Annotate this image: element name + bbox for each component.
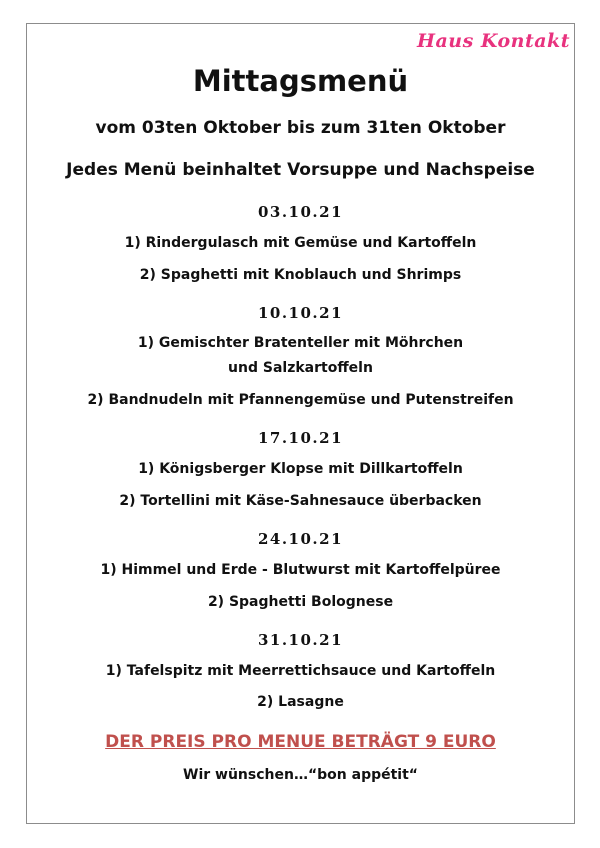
menu-note: Jedes Menü beinhaltet Vorsuppe und Nachspeise <box>66 160 535 180</box>
menu-item: 2) Lasagne <box>257 694 344 710</box>
date-range: vom 03ten Oktober bis zum 31ten Oktober <box>95 118 506 138</box>
menu-date: 03.10.21 <box>257 203 344 221</box>
menu-item: 1) Gemischter Bratenteller mit Möhrchen <box>137 335 464 351</box>
closing-greeting: Wir wünschen…“bon appétit“ <box>183 767 418 783</box>
menu-item: 2) Spaghetti mit Knoblauch und Shrimps <box>139 267 462 283</box>
menu-date: 17.10.21 <box>257 429 344 447</box>
menu-date: 24.10.21 <box>257 530 344 548</box>
brand-logo: Haus Kontakt <box>417 30 570 52</box>
menu-item: 1) Königsberger Klopse mit Dillkartoffeln <box>138 461 463 477</box>
menu-item: 2) Spaghetti Bolognese <box>207 594 394 610</box>
menu-date: 31.10.21 <box>257 631 344 649</box>
menu-item: 1) Rindergulasch mit Gemüse und Kartoffeln <box>124 235 477 251</box>
menu-date: 10.10.21 <box>257 304 344 322</box>
menu-item: 2) Bandnudeln mit Pfannengemüse und Putenstreifen <box>87 392 514 408</box>
menu-item: 1) Tafelspitz mit Meerrettichsauce und Kartoffeln <box>105 663 496 679</box>
price-notice: DER PREIS PRO MENUE BETRÄGT 9 EURO <box>105 732 496 752</box>
page-title: Mittagsmenü <box>192 64 409 98</box>
menu-item: und Salzkartoffeln <box>228 360 373 376</box>
menu-item: 1) Himmel und Erde - Blutwurst mit Kartoffelpüree <box>100 562 501 578</box>
menu-item: 2) Tortellini mit Käse-Sahnesauce überbacken <box>119 493 482 509</box>
